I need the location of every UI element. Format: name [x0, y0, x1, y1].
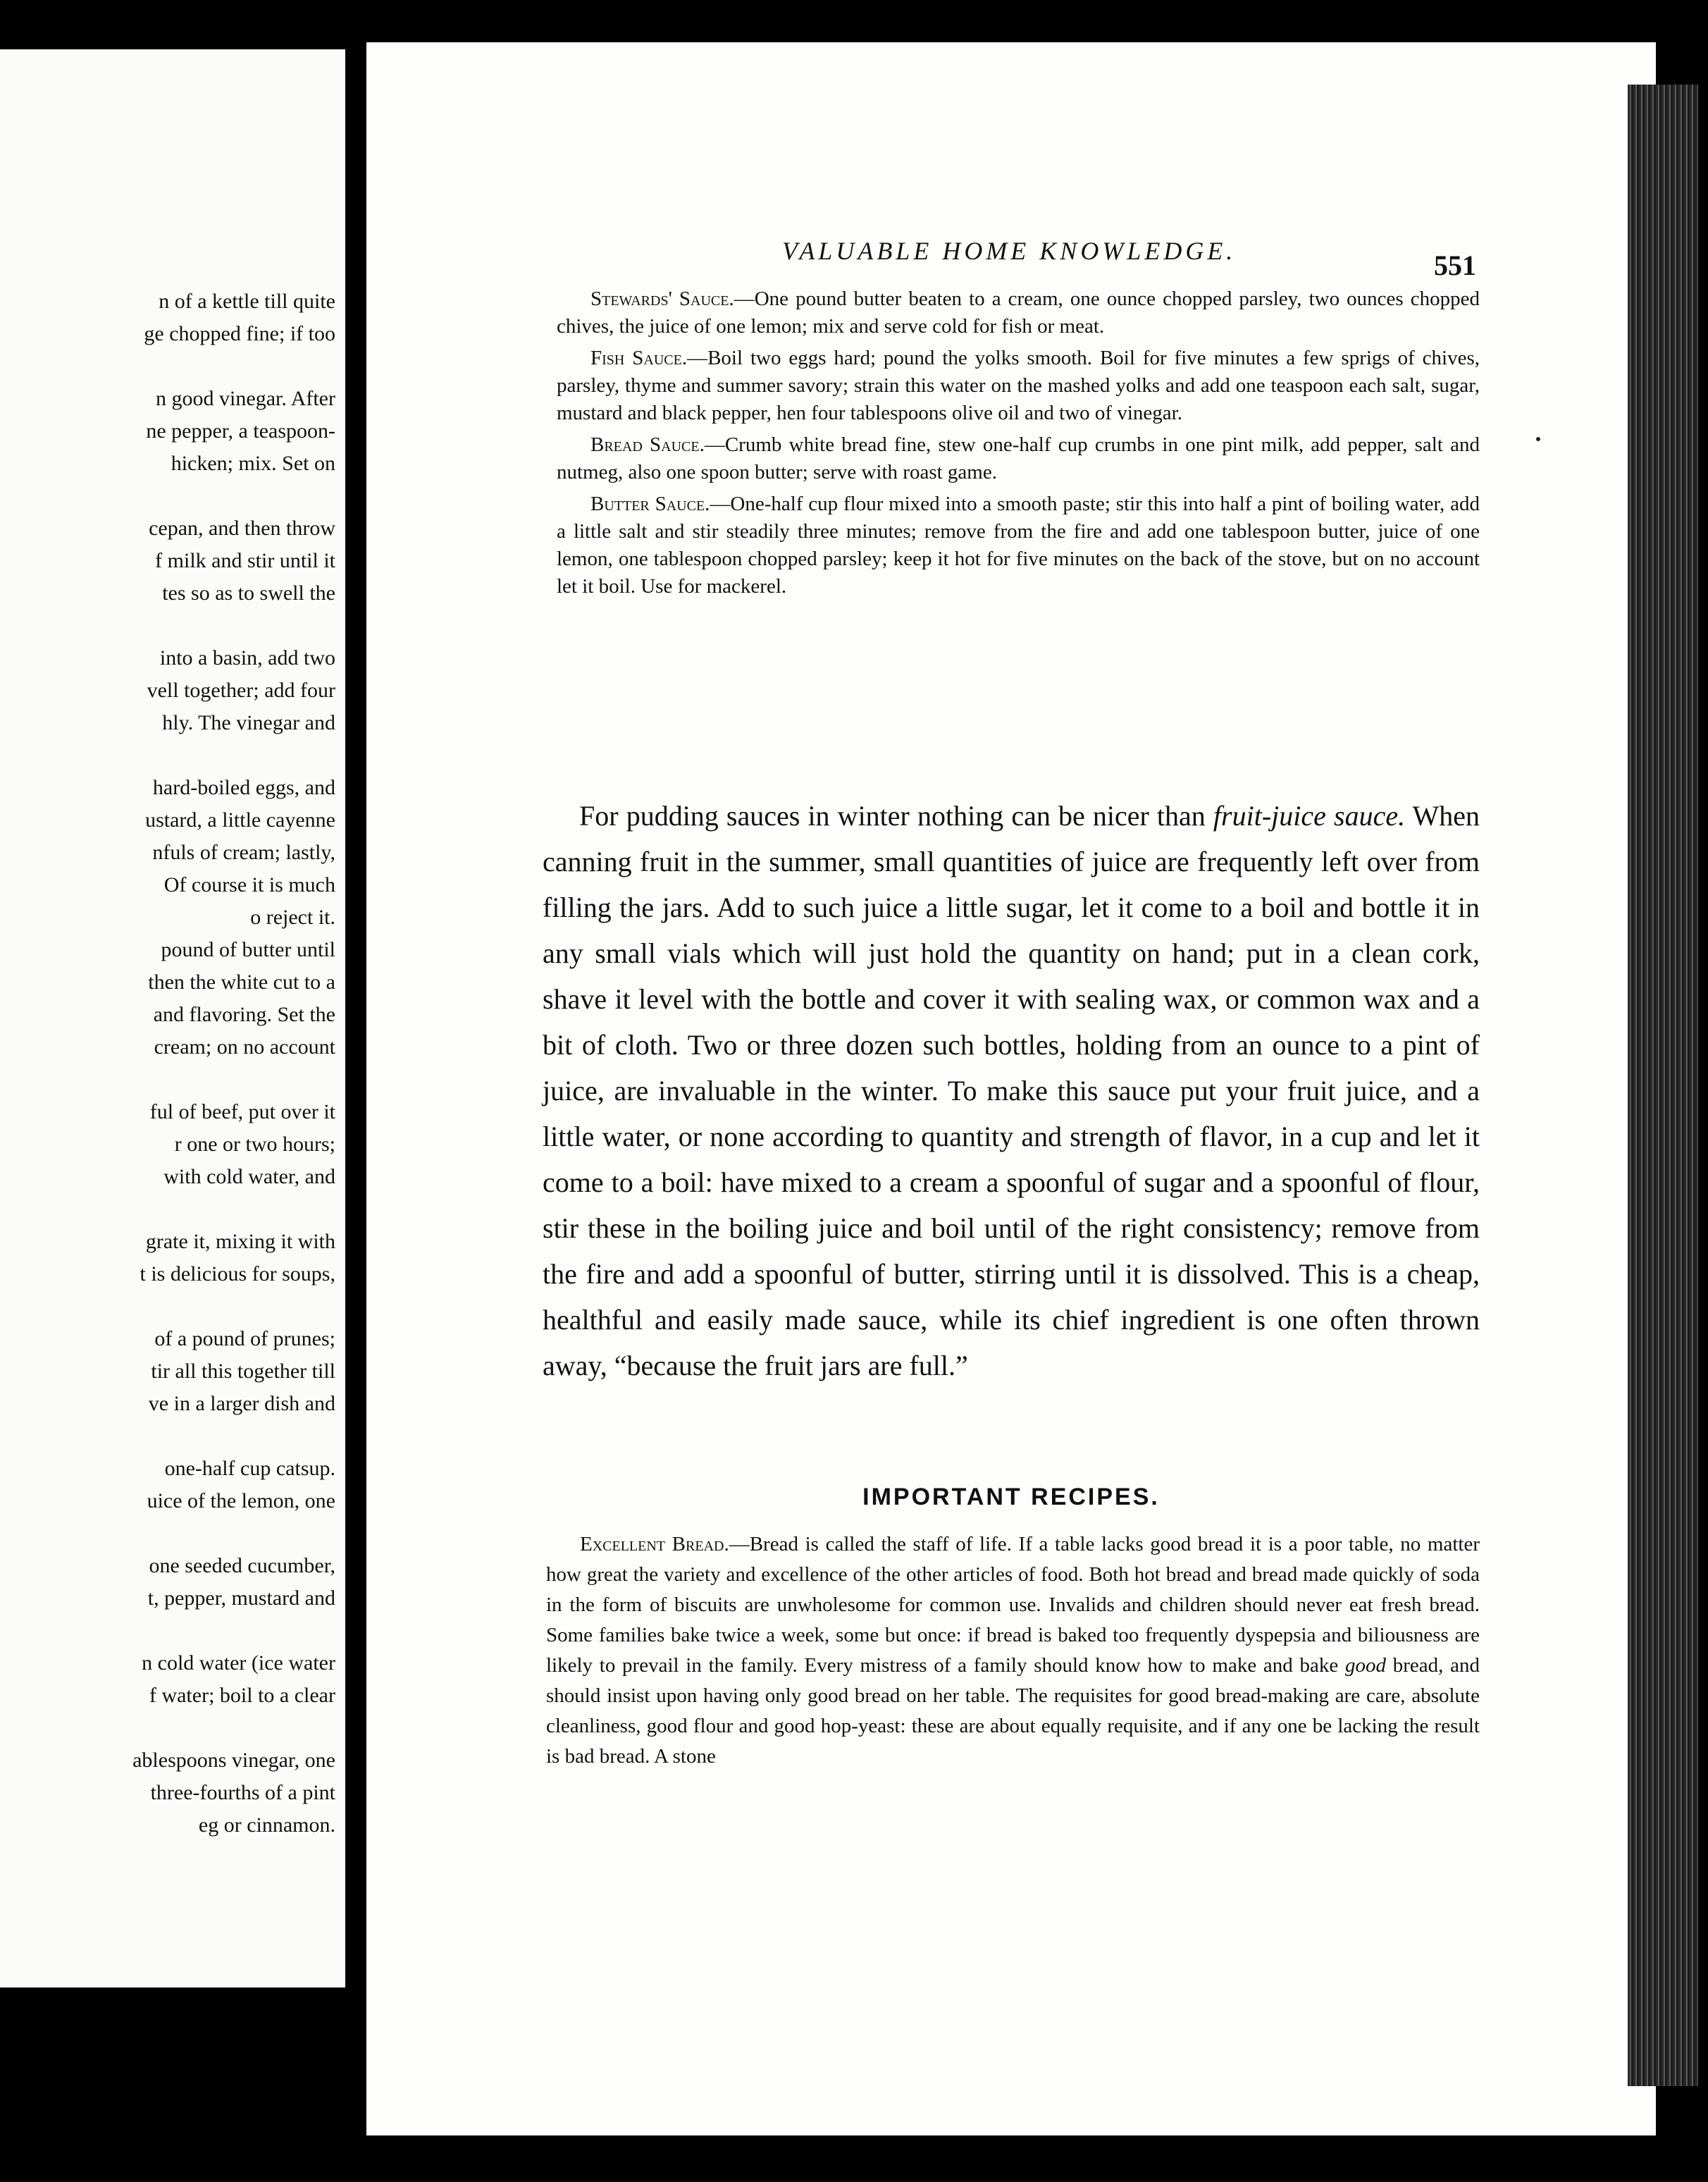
left-page-line: pound of butter until: [161, 938, 335, 961]
page-edge: [1628, 85, 1698, 2086]
left-page-line: nfuls of cream; lastly,: [152, 841, 335, 864]
sauce-paragraph: [557, 285, 1480, 340]
recipe-name: Excellent Bread.: [580, 1533, 729, 1555]
left-page-line: one seeded cucumber,: [149, 1554, 335, 1577]
recipe-text: bread, and should insist upon having only good bread on her table. The requisites for good bread-making are care, absolute cleanliness, good flour and good hop-yeast: these are about equally requisite, and if any one be lacking the result is bad bread. A stone: [546, 1654, 1480, 1768]
left-page-line: hard-boiled eggs, and: [152, 776, 335, 799]
left-page-line: Of course it is much: [163, 873, 335, 896]
left-page: [0, 49, 345, 1987]
left-page-line: o reject it.: [250, 906, 335, 929]
left-page-line: ve in a larger dish and: [148, 1392, 335, 1415]
recipe-text: —Bread is called the staff of life. If a table lacks good bread it is a poor table, no matter how great the variety and excellence of the other articles of food. Both hot bread and bread made quickly of soda in the form of biscuits are unwholesome for common use. Invalids and children should never eat fresh bread. Some families bake twice a week, some but once: if bread is baked too frequently dyspepsia and biliousness are likely to prevail in the family. Every mistress of a family should know how to make and bake: [546, 1533, 1480, 1677]
running-head: VALUABLE HOME KNOWLEDGE.: [782, 237, 1237, 265]
sauce-name: Butter Sauce.: [590, 493, 710, 515]
sauce-text: —One pound butter beaten to a cream, one ounce chopped parsley, two ounces chopped chives, the juice of one lemon; mix and serve cold for fish or meat.: [557, 288, 1480, 338]
sauce-paragraph: [557, 491, 1480, 600]
left-page-line: f water; boil to a clear: [149, 1684, 335, 1707]
left-page-line: cepan, and then throw: [149, 517, 335, 540]
left-page-line: of a pound of prunes;: [154, 1327, 335, 1350]
left-page-line: and flavoring. Set the: [153, 1003, 335, 1026]
left-page-line: into a basin, add two: [159, 646, 335, 670]
left-page-line: n of a kettle till quite: [159, 290, 335, 313]
left-page-line: ablespoons vinegar, one: [132, 1749, 335, 1772]
left-page-line: hicken; mix. Set on: [171, 452, 335, 475]
right-page: [366, 42, 1656, 2135]
left-page-line: n cold water (ice water: [142, 1651, 335, 1675]
paragraph-text: For pudding sauces in winter nothing can be nicer than: [579, 800, 1213, 832]
paragraph-emphasis: fruit-juice sauce.: [1213, 800, 1406, 832]
margin-mark: [1536, 437, 1540, 441]
left-page-line: eg or cinnamon.: [198, 1813, 335, 1837]
sauce-name: Fish Sauce.: [590, 347, 688, 369]
sauce-recipes: [557, 285, 1480, 605]
left-page-line: uice of the lemon, one: [147, 1489, 335, 1512]
bread-recipe: [546, 1529, 1480, 1772]
sauce-text: —One-half cup flour mixed into a smooth paste; stir this into half a pint of boiling water, add a little salt and stir steadily three minutes; remove from the fire and add one tablespoon butter, juice of one lemon, one tablespoon chopped parsley; keep it hot for five minutes on the back of the stove, but on no account let it boil. Use for mackerel.: [557, 493, 1480, 598]
left-page-line: ne pepper, a teaspoon-: [146, 419, 335, 443]
left-page-line: cream; on no account: [154, 1035, 335, 1059]
left-page-line: ful of beef, put over it: [149, 1100, 335, 1123]
paragraph-text: When canning fruit in the summer, small quantities of juice are frequently left over from filling the jars. Add to such juice a little sugar, let it come to a boil and bottle it in any small vials which will just hold the quantity on hand; put in a clean cork, shave it level with the bottle and cover it with sealing wax, or common wax and a bit of cloth. Two or three dozen such bottles, holding from an ounce to a pint of juice, are invaluable in the winter. To make this sauce put your fruit juice, and a little water, or none according to quantity and strength of flavor, in a cup and let it come to a boil: have mixed to a cream a spoonful of sugar and a spoonful of flour, stir these in the boiling juice and boil until of the right consistency; remove from the fire and add a spoonful of butter, stirring until it is dissolved. This is a cheap, healthful and easily made sauce, while its chief ingredient is one often thrown away, “because the fruit jars are full.”: [543, 800, 1480, 1381]
section-heading: IMPORTANT RECIPES.: [862, 1484, 1160, 1510]
left-page-line: tir all this together till: [151, 1360, 335, 1383]
sauce-paragraph: [557, 345, 1480, 427]
left-page-line: t is delicious for soups,: [140, 1262, 335, 1286]
left-page-line: t, pepper, mustard and: [147, 1586, 335, 1610]
recipe-emphasis: good: [1345, 1654, 1387, 1677]
left-page-line: ge chopped fine; if too: [144, 322, 335, 345]
left-page-line: one-half cup catsup.: [164, 1457, 335, 1480]
page-number: 551: [1434, 249, 1476, 281]
left-page-line: r one or two hours;: [174, 1133, 335, 1156]
left-page-line: vell together; add four: [147, 679, 335, 702]
sauce-paragraph: [557, 431, 1480, 486]
sauce-text: —Crumb white bread fine, stew one-half cup crumbs in one pint milk, add pepper, salt and nutmeg, also one spoon butter; serve with roast game.: [557, 433, 1480, 483]
left-page-line: tes so as to swell the: [162, 581, 335, 605]
left-page-line: n good vinegar. After: [156, 387, 335, 410]
left-page-line: f milk and stir until it: [155, 549, 335, 572]
fruit-juice-sauce-paragraph: [543, 793, 1480, 1388]
left-page-line: then the white cut to a: [148, 970, 335, 994]
left-page-line: with cold water, and: [163, 1165, 335, 1188]
left-page-line: three-fourths of a pint: [150, 1781, 335, 1804]
left-page-line: grate it, mixing it with: [145, 1230, 335, 1253]
left-page-line: hly. The vinegar and: [162, 711, 335, 734]
sauce-text: —Boil two eggs hard; pound the yolks smooth. Boil for five minutes a few sprigs of chives, parsley, thyme and summer savory; strain this water on the mashed yolks and add one teaspoon each salt, sugar, mustard and black pepper, hen four tablespoons olive oil and two of vinegar.: [557, 347, 1480, 424]
left-page-line: ustard, a little cayenne: [145, 808, 335, 832]
sauce-name: Bread Sauce.: [590, 433, 705, 456]
sauce-name: Stewards' Sauce.: [590, 288, 734, 310]
